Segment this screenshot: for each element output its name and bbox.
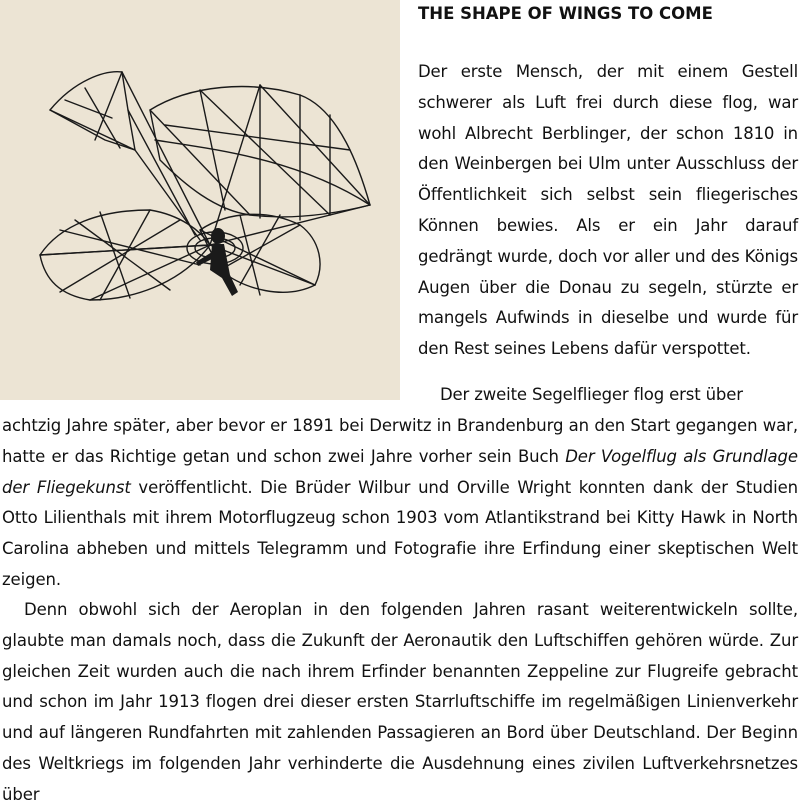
paragraph-1-rest: achtzig Jahre später, aber bevor er 1891 bei Derwitz in Brandenburg an den Start gegangen war, hatte er das Richtige getan und schon zwei Jahre vorher sein Buch [2, 416, 798, 466]
glider-drawing [0, 0, 400, 400]
paragraph-1-body [2, 411, 798, 596]
paragraph-1-start: Der zweite Segelflieger flog erst über [440, 385, 743, 404]
article-intro-paragraph: Der erste Mensch, der mit einem Gestell schwerer als Luft frei durch diese flog, war wohl Albrecht Berblinger, der schon 1810 in den Weinbergen bei Ulm unter Ausschluss der Öffentlichkeit sich selbst sein fliegerisches Können bewies. Als er ein Jahr darauf gedrängt wurde, doch vor aller und des Königs Augen über die Donau zu segeln, stürzte er mangels Aufwinds in dieselbe und wurde für den Rest seines Lebens dafür verspottet. [418, 62, 798, 359]
paragraph-2: Denn obwohl sich der Aeroplan in den folgenden Jahren rasant weiterentwickeln sollte, glaubte man damals noch, dass die Zukunft der Aeronautik den Luftschiffen gehören würde. Zur gleichen Zeit wurden auch die nach ihrem Erfinder benannten Zeppeline zur Flugreife gebracht und schon im Jahr 1913 flogen drei dieser ersten Starrluftschiffe im regelmäßigen Linienverkehr und auf längeren Rundfahrten mit zahlenden Passagieren an Bord über Deutschland. Der Beginn des Weltkriegs im folgenden Jahr verhinderte die Ausdehnung eines zivilen Luftverkehrsnetzes über [2, 600, 798, 804]
book-title: Der Vogelflug als Grundlage der Fliegekunst [2, 446, 798, 497]
glider-illustration [0, 0, 400, 400]
article-title: THE SHAPE OF WINGS TO COME [418, 4, 713, 23]
paragraph-1-end: veröffentlicht. Die Brüder Wilbur und Orville Wright konnten dank der Studien Otto Lilienthals mit ihrem Motorflugzeug schon 1903 vom Atlantikstrand bei Kitty Hawk in North Carolina abheben und mittels Telegramm und Fotografie ihre Erfindung einer skeptischen Welt zeigen. [2, 477, 798, 589]
